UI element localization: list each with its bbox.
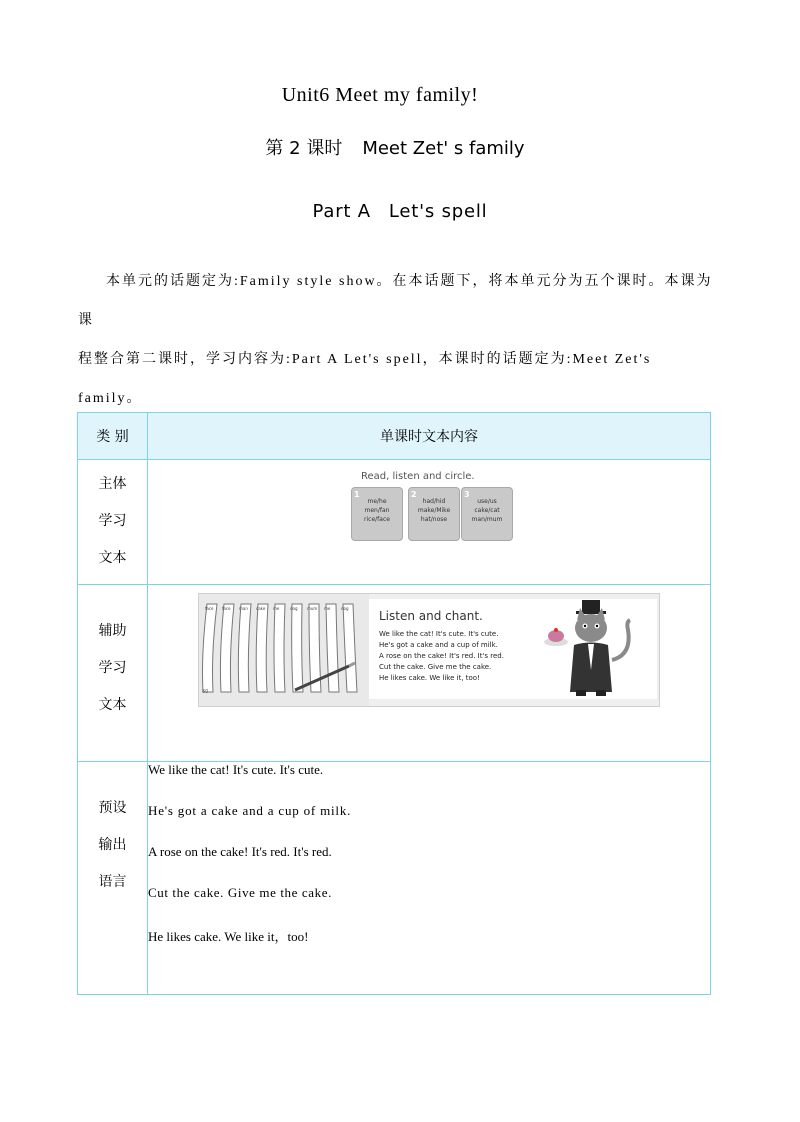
content-table (77, 412, 711, 995)
row-label-line: 文本 (98, 550, 127, 566)
output-sentence: We like the cat! It's cute. It's cute. (148, 762, 324, 777)
fan-card-label: man (239, 606, 248, 611)
table-row-main-text (78, 460, 711, 585)
fan-card-label: me (273, 606, 280, 611)
fan-cards-illustration (199, 594, 369, 706)
row-label-line: 预设 (98, 800, 127, 816)
part-title (0, 201, 800, 222)
row-label-line: 输出 (98, 837, 127, 853)
main-text-cell (148, 460, 711, 585)
card-word: me/he (367, 498, 387, 505)
exercise-card (351, 487, 403, 541)
card-word: man/mum (471, 516, 503, 523)
card-word: rice/face (364, 516, 390, 523)
page-number: 60 (202, 689, 209, 695)
fan-card-label: face (205, 606, 214, 611)
card-number: 3 (464, 490, 470, 499)
output-sentence: He's got a cake and a cup of milk. (148, 803, 352, 818)
intro-paragraph (78, 262, 718, 418)
row-label-line: 学习 (98, 513, 127, 529)
lesson-title (0, 134, 790, 160)
card-word: make/Mike (417, 507, 451, 514)
card-word: had/hid (422, 498, 446, 505)
row-label-line: 文本 (98, 697, 127, 713)
header-category: 类 别 (78, 413, 148, 460)
unit-title: Unit6 Meet my family! (281, 84, 479, 106)
row-label-line: 学习 (98, 660, 127, 676)
exercise-image (148, 460, 710, 578)
table-row-output-language (78, 762, 711, 995)
row-label-line: 辅助 (98, 623, 127, 639)
chant-lines (379, 629, 504, 684)
chant-line: A rose on the cake! It's red. It's red. (379, 652, 504, 660)
exercise-card (408, 487, 460, 541)
fan-card-label: dog (290, 606, 298, 611)
fan-card-label: mum (307, 606, 318, 611)
cat-chef-illustration (544, 600, 644, 700)
table-row-aux-text (78, 585, 711, 762)
intro-line-2: 程整合第二课时，学习内容为:Part A Let's spell，本课时的话题定为:Meet Zet's family。 (78, 352, 652, 406)
row-label-line: 主体 (98, 476, 127, 492)
fan-card-label: dog (341, 606, 349, 611)
chant-image (148, 585, 710, 733)
chant-line: He's got a cake and a cup of milk. (379, 641, 498, 649)
chant-title: Listen and chant. (379, 609, 483, 623)
card-word: hat/nose (420, 516, 448, 523)
output-sentence: Cut the cake. Give me the cake. (148, 885, 332, 900)
fan-card-label: me (324, 606, 331, 611)
table-header-row (78, 413, 711, 460)
chant-line: We like the cat! It's cute. It's cute. (379, 630, 499, 638)
exercise-title: Read, listen and circle. (361, 471, 475, 482)
chant-line: He likes cake. We like it, too! (379, 674, 480, 682)
lesson-number: 第 2 课时 (265, 138, 343, 159)
card-number: 2 (411, 490, 417, 499)
fan-card-label: cake (256, 606, 266, 611)
output-sentence: A rose on the cake! It's red. It's red. (148, 844, 332, 859)
card-word: men/fan (364, 507, 390, 514)
card-word: use/us (477, 498, 497, 505)
exercise-card (461, 487, 513, 541)
lesson-name: Meet Zet' s family (362, 138, 525, 159)
card-word: cake/cat (474, 507, 500, 514)
aux-text-cell (148, 585, 711, 762)
output-sentence: He likes cake. We like it，too! (148, 929, 309, 944)
chant-line: Cut the cake. Give me the cake. (379, 663, 492, 671)
row-label-main (78, 460, 148, 585)
intro-line-1: 本单元的话题定为:Family style show。在本话题下，将本单元分为五个课时。本课为课 (78, 274, 713, 328)
row-label-output (78, 762, 148, 995)
part-label: Part A (312, 201, 371, 222)
row-label-line: 语言 (98, 874, 127, 890)
fan-card-label: face (222, 606, 231, 611)
header-content: 单课时文本内容 (148, 413, 711, 460)
part-topic: Let's spell (388, 201, 488, 222)
output-language-cell (148, 762, 711, 995)
card-number: 1 (354, 490, 360, 499)
row-label-aux (78, 585, 148, 762)
